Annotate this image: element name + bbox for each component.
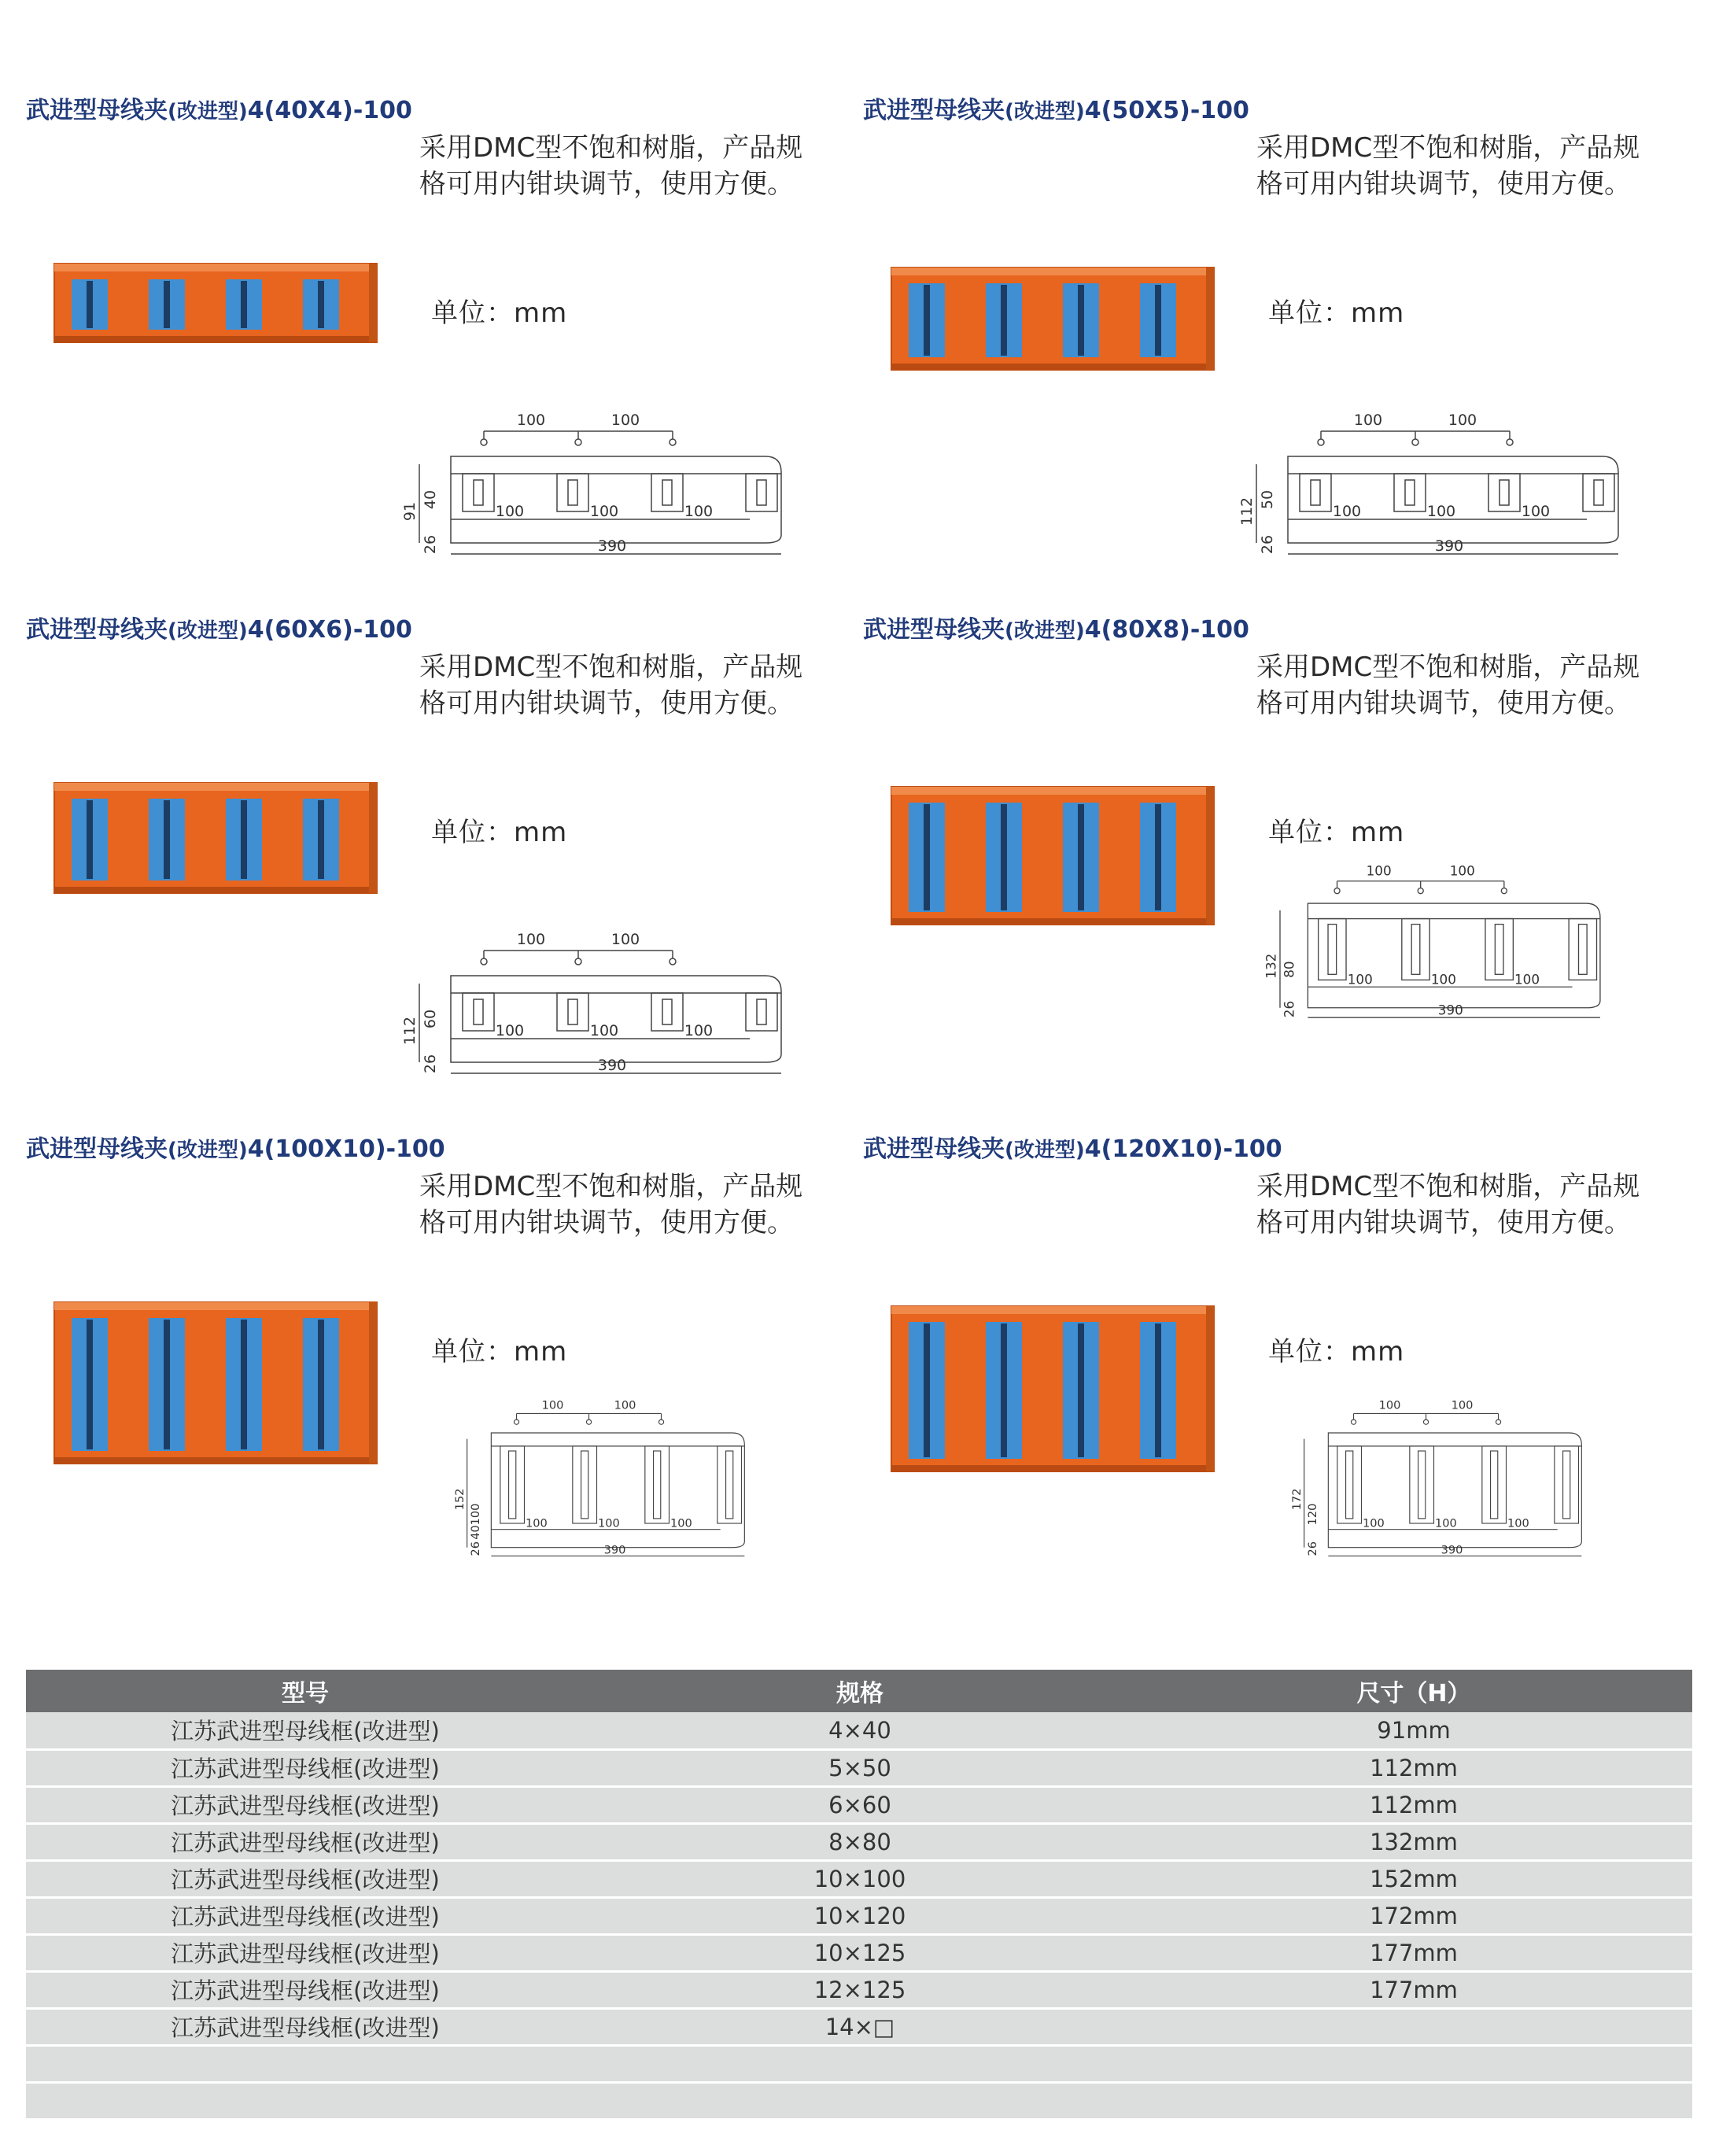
dimension-drawing	[1241, 1397, 1681, 1578]
svg-text:100: 100	[1366, 862, 1392, 879]
cell-size: 177mm	[1135, 1971, 1692, 2008]
unit-label: 单位：mm	[431, 1336, 568, 1368]
svg-text:100: 100	[1353, 412, 1383, 429]
dimension-drawing	[401, 405, 844, 586]
clamp-photo	[885, 1298, 1223, 1487]
svg-text:60: 60	[422, 1009, 439, 1029]
product-description: 采用DMC型不饱和树脂，产品规 格可用内钳块调节，使用方便。	[1256, 132, 1640, 200]
svg-text:100: 100	[1332, 503, 1362, 520]
product-title: 武进型母线夹(改进型)4(50X5)-100	[863, 97, 1249, 124]
svg-text:26: 26	[1281, 1000, 1297, 1018]
table-row	[26, 1749, 1692, 1786]
cell-model: 江苏武进型母线框(改进型)	[26, 1712, 585, 1749]
svg-text:100: 100	[541, 1398, 564, 1412]
svg-text:100: 100	[1507, 1516, 1529, 1530]
clamp-photo	[885, 260, 1223, 449]
svg-text:132: 132	[1263, 953, 1279, 979]
svg-text:100: 100	[684, 1022, 714, 1039]
svg-text:112: 112	[401, 1016, 419, 1046]
svg-text:100: 100	[495, 503, 525, 520]
table-row	[26, 2008, 1692, 2045]
cell-size: 177mm	[1135, 1934, 1692, 1971]
svg-text:390: 390	[1437, 1002, 1463, 1018]
header-model: 型号	[26, 1670, 585, 1712]
table-header-row	[26, 1670, 1692, 1712]
cell-size	[1135, 2082, 1692, 2119]
table-row	[26, 1971, 1692, 2008]
clamp-photo	[48, 1294, 386, 1483]
svg-text:100: 100	[1378, 1398, 1401, 1412]
cell-spec: 8×80	[585, 1823, 1135, 1860]
product-description: 采用DMC型不饱和树脂，产品规 格可用内钳块调节，使用方便。	[419, 132, 803, 200]
cell-model: 江苏武进型母线框(改进型)	[26, 1897, 585, 1934]
cell-model: 江苏武进型母线框(改进型)	[26, 1934, 585, 1971]
svg-text:100: 100	[495, 1022, 525, 1039]
cell-model: 江苏武进型母线框(改进型)	[26, 1823, 585, 1860]
svg-text:100: 100	[1430, 971, 1456, 988]
product-title: 武进型母线夹(改进型)4(80X8)-100	[863, 616, 1249, 644]
cell-size: 91mm	[1135, 1712, 1692, 1749]
svg-text:100: 100	[611, 931, 640, 948]
svg-text:390: 390	[603, 1543, 626, 1557]
table-row	[26, 1897, 1692, 1934]
product-block	[26, 90, 860, 594]
svg-text:390: 390	[1434, 537, 1464, 555]
clamp-photo	[48, 775, 386, 964]
unit-label: 单位：mm	[1268, 817, 1405, 848]
cell-size	[1135, 2045, 1692, 2082]
svg-text:100: 100	[1449, 862, 1475, 879]
cell-model: 江苏武进型母线框(改进型)	[26, 2008, 585, 2045]
cell-model: 江苏武进型母线框(改进型)	[26, 1971, 585, 2008]
clamp-photo	[48, 256, 386, 445]
svg-text:100: 100	[1426, 503, 1456, 520]
header-spec: 规格	[585, 1670, 1135, 1712]
svg-text:100: 100	[525, 1516, 548, 1530]
svg-text:50: 50	[1259, 489, 1276, 510]
cell-model: 江苏武进型母线框(改进型)	[26, 1860, 585, 1897]
svg-text:390: 390	[597, 537, 627, 555]
product-block	[26, 610, 860, 1113]
cell-spec: 12×125	[585, 1971, 1135, 2008]
cell-spec: 10×100	[585, 1860, 1135, 1897]
svg-text:26: 26	[1259, 534, 1276, 555]
svg-text:100: 100	[1514, 971, 1540, 988]
unit-label: 单位：mm	[431, 817, 568, 848]
svg-text:100: 100	[684, 503, 714, 520]
cell-size: 112mm	[1135, 1786, 1692, 1823]
product-block	[26, 1129, 860, 1633]
svg-text:112: 112	[1238, 497, 1256, 526]
clamp-photo	[885, 779, 1223, 968]
svg-text:100: 100	[1434, 1516, 1457, 1530]
product-block	[863, 90, 1697, 594]
dimension-drawing	[1241, 862, 1681, 1043]
cell-size	[1135, 2008, 1692, 2045]
cell-spec	[585, 2082, 1135, 2119]
svg-text:100: 100	[670, 1516, 692, 1530]
svg-text:100: 100	[516, 931, 546, 948]
cell-model: 江苏武进型母线框(改进型)	[26, 1786, 585, 1823]
svg-text:100: 100	[1347, 971, 1373, 988]
product-description: 采用DMC型不饱和树脂，产品规 格可用内钳块调节，使用方便。	[1256, 1171, 1640, 1239]
svg-text:26: 26	[422, 1054, 439, 1074]
svg-text:26: 26	[422, 534, 439, 555]
svg-text:100: 100	[1451, 1398, 1474, 1412]
product-description: 采用DMC型不饱和树脂，产品规 格可用内钳块调节，使用方便。	[1256, 652, 1640, 719]
svg-text:40: 40	[422, 489, 439, 510]
product-description: 采用DMC型不饱和树脂，产品规 格可用内钳块调节，使用方便。	[419, 652, 803, 719]
svg-text:100: 100	[597, 1516, 620, 1530]
cell-size: 112mm	[1135, 1749, 1692, 1786]
cell-size: 132mm	[1135, 1823, 1692, 1860]
svg-text:100: 100	[469, 1503, 482, 1526]
svg-text:100: 100	[1362, 1516, 1385, 1530]
product-description: 采用DMC型不饱和树脂，产品规 格可用内钳块调节，使用方便。	[419, 1171, 803, 1239]
table-row	[26, 2082, 1692, 2119]
cell-model: 江苏武进型母线框(改进型)	[26, 1749, 585, 1786]
table-row	[26, 1712, 1692, 1749]
cell-spec: 4×40	[585, 1712, 1135, 1749]
table-row	[26, 2045, 1692, 2082]
cell-spec: 14×□	[585, 2008, 1135, 2045]
svg-text:100: 100	[1521, 503, 1551, 520]
dimension-drawing	[404, 1397, 844, 1578]
product-block	[863, 610, 1697, 1113]
svg-text:100: 100	[611, 412, 640, 429]
dimension-drawing	[1238, 405, 1681, 586]
cell-spec: 5×50	[585, 1749, 1135, 1786]
cell-size: 152mm	[1135, 1860, 1692, 1897]
product-title: 武进型母线夹(改进型)4(60X6)-100	[26, 616, 412, 644]
table-row	[26, 1860, 1692, 1897]
cell-model	[26, 2045, 585, 2082]
table-row	[26, 1823, 1692, 1860]
cell-spec: 10×120	[585, 1897, 1135, 1934]
product-title: 武进型母线夹(改进型)4(40X4)-100	[26, 97, 412, 124]
svg-text:100: 100	[589, 1022, 619, 1039]
dimension-drawing	[401, 925, 844, 1106]
cell-model	[26, 2082, 585, 2119]
cell-spec	[585, 2045, 1135, 2082]
spec-table	[26, 1670, 1692, 2121]
svg-text:26: 26	[469, 1541, 482, 1556]
svg-text:40: 40	[469, 1525, 482, 1540]
product-block	[863, 1129, 1697, 1633]
product-title: 武进型母线夹(改进型)4(120X10)-100	[863, 1135, 1282, 1163]
svg-text:100: 100	[614, 1398, 636, 1412]
svg-text:390: 390	[1440, 1543, 1463, 1557]
unit-label: 单位：mm	[1268, 297, 1405, 329]
cell-spec: 6×60	[585, 1786, 1135, 1823]
svg-text:152: 152	[453, 1488, 467, 1511]
svg-text:100: 100	[516, 412, 546, 429]
svg-text:172: 172	[1290, 1488, 1304, 1511]
svg-text:120: 120	[1306, 1503, 1319, 1526]
unit-label: 单位：mm	[431, 297, 568, 329]
unit-label: 单位：mm	[1268, 1336, 1405, 1368]
svg-text:26: 26	[1306, 1541, 1319, 1556]
header-size: 尺寸（H）	[1135, 1670, 1692, 1712]
product-title: 武进型母线夹(改进型)4(100X10)-100	[26, 1135, 445, 1163]
svg-text:100: 100	[589, 503, 619, 520]
svg-text:91: 91	[401, 501, 419, 522]
cell-spec: 10×125	[585, 1934, 1135, 1971]
table-row	[26, 1934, 1692, 1971]
table-row	[26, 1786, 1692, 1823]
svg-text:390: 390	[597, 1057, 627, 1074]
cell-size: 172mm	[1135, 1897, 1692, 1934]
svg-text:100: 100	[1448, 412, 1477, 429]
svg-text:80: 80	[1281, 961, 1297, 978]
